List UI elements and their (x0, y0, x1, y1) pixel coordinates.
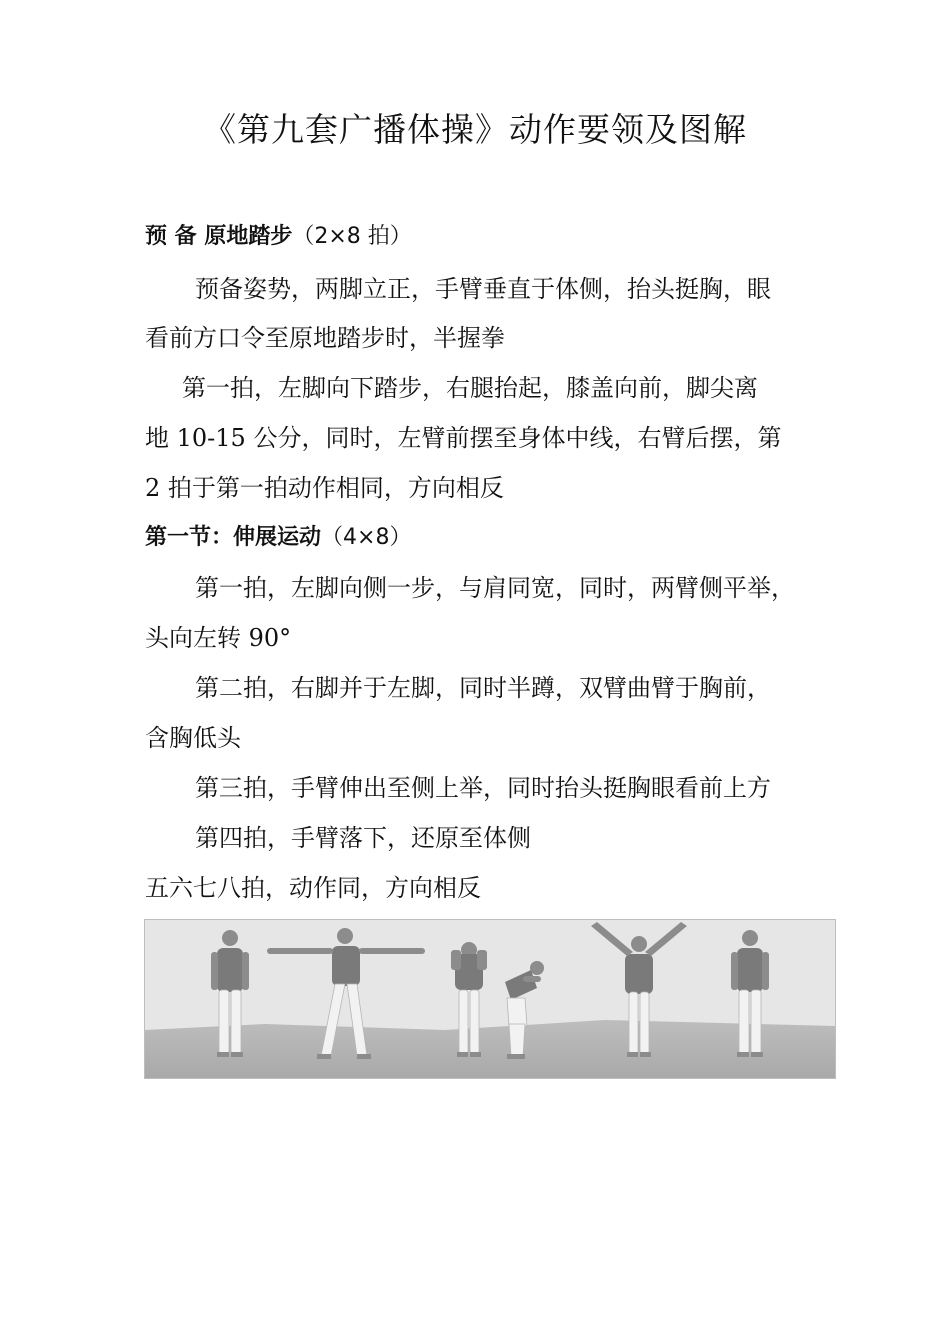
prep-heading (145, 219, 412, 250)
exercise-figures-svg (145, 920, 835, 1078)
prep-para2-line3: 2 拍于第一拍动作相同，方向相反 (145, 474, 504, 502)
beat3-line: 第三拍，手臂伸出至侧上举，同时抬头挺胸眼看前上方 (195, 774, 771, 802)
prep-heading-main: 预 备 原地踏步 (145, 224, 293, 249)
prep-para1-line1: 预备姿势，两脚立正，手臂垂直于体侧，抬头挺胸，眼 (195, 275, 771, 303)
exercise-illustration (144, 919, 836, 1079)
prep-para2-line2: 地 10-15 公分，同时，左臂前摆至身体中线，右臂后摆，第 (145, 424, 782, 452)
beat1-line1: 第一拍，左脚向侧一步，与肩同宽，同时，两臂侧平举， (195, 574, 795, 602)
beat4-line: 第四拍，手臂落下，还原至体侧 (195, 824, 531, 852)
page-title: 《第九套广播体操》动作要领及图解 (203, 110, 747, 149)
beat2-line1: 第二拍，右脚并于左脚，同时半蹲，双臂曲臂于胸前， (195, 674, 771, 702)
beat2-line2: 含胸低头 (145, 724, 241, 752)
section1-heading-count: （4×8） (321, 525, 412, 550)
beat5-8-line: 五六七八拍，动作同，方向相反 (145, 874, 481, 902)
section1-heading (145, 520, 411, 551)
prep-para2-line1: 第一拍，左脚向下踏步，右腿抬起，膝盖向前，脚尖离 (182, 374, 758, 402)
section1-heading-main: 第一节：伸展运动 (145, 525, 322, 550)
floor (145, 1020, 835, 1078)
beat1-line2: 头向左转 90° (145, 624, 292, 652)
prep-para1-line2: 看前方口令至原地踏步时，半握拳 (145, 324, 505, 352)
prep-heading-count: （2×8 拍） (292, 224, 412, 249)
